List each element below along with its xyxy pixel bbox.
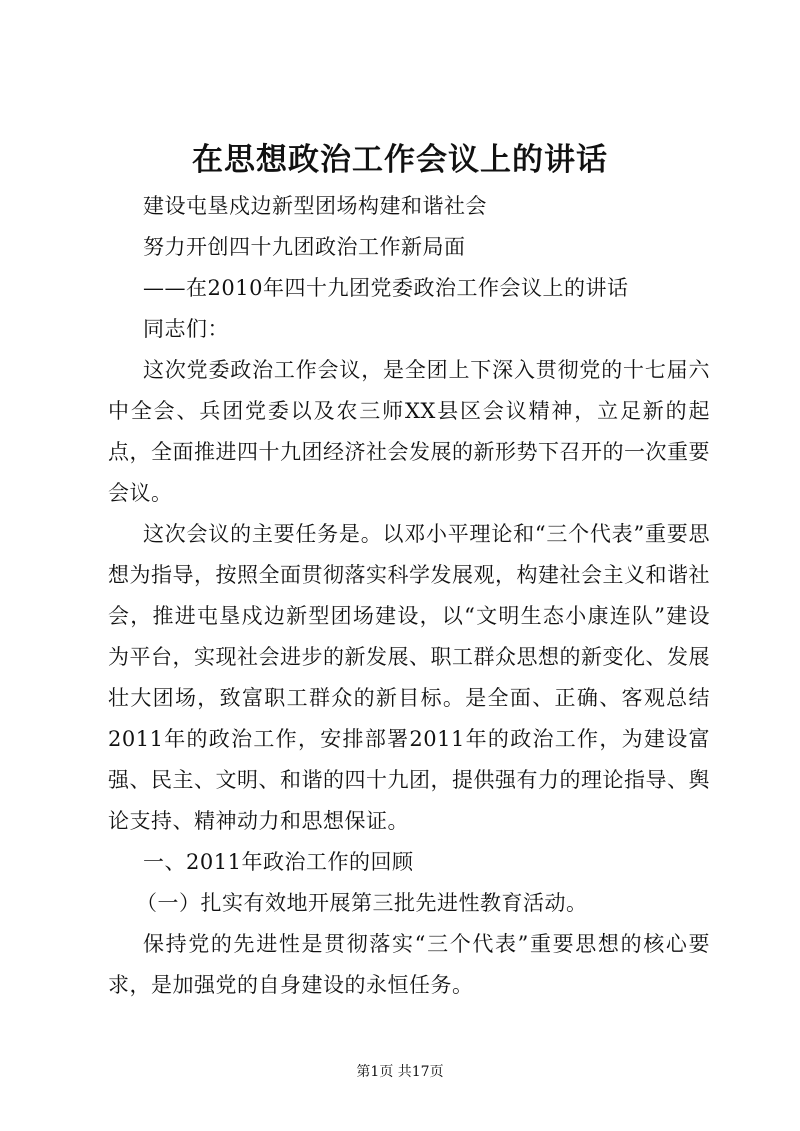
page-footer: 第1页 共17页 xyxy=(356,1064,444,1080)
paragraph: 这次党委政治工作会议，是全团上下深入贯彻党的十七届六中全会、兵团党委以及农三师XX县区会议精神，立足新的起点，全面推进四十九团经济社会发展的新形势下召开的一次重要会议。 xyxy=(108,358,710,505)
document-title: 在思想政治工作会议上的讲话 xyxy=(192,142,608,178)
subsection-heading: （一）扎实有效地开展第三批先进性教育活动。 xyxy=(136,891,588,915)
document-body xyxy=(108,186,710,1006)
salutation: 同志们： xyxy=(143,317,229,341)
section-heading: 一、2011年政治工作的回顾 xyxy=(143,850,414,874)
subtitle-line-2: 努力开创四十九团政治工作新局面 xyxy=(143,235,466,259)
subtitle-line-3: ——在2010年四十九团党委政治工作会议上的讲话 xyxy=(143,276,629,300)
paragraph: 这次会议的主要任务是。以邓小平理论和“三个代表”重要思想为指导，按照全面贯彻落实科学发展观，构建社会主义和谐社会，推进屯垦戍边新型团场建设，以“文明生态小康连队”建设为平台，实现社会进步的新发展、职工群众思想的新变化、发展壮大团场，致富职工群众的新目标。是全面、正确、客观总结2011年的政治工作，安排部署2011年的政治工作，为建设富强、民主、文明、和谐的四十九团，提供强有力的理论指导、舆论支持、精神动力和思想保证。 xyxy=(108,522,710,833)
subtitle-line-1: 建设屯垦戍边新型团场构建和谐社会 xyxy=(143,194,487,218)
paragraph: 保持党的先进性是贯彻落实“三个代表”重要思想的核心要求，是加强党的自身建设的永恒任务。 xyxy=(108,932,710,997)
